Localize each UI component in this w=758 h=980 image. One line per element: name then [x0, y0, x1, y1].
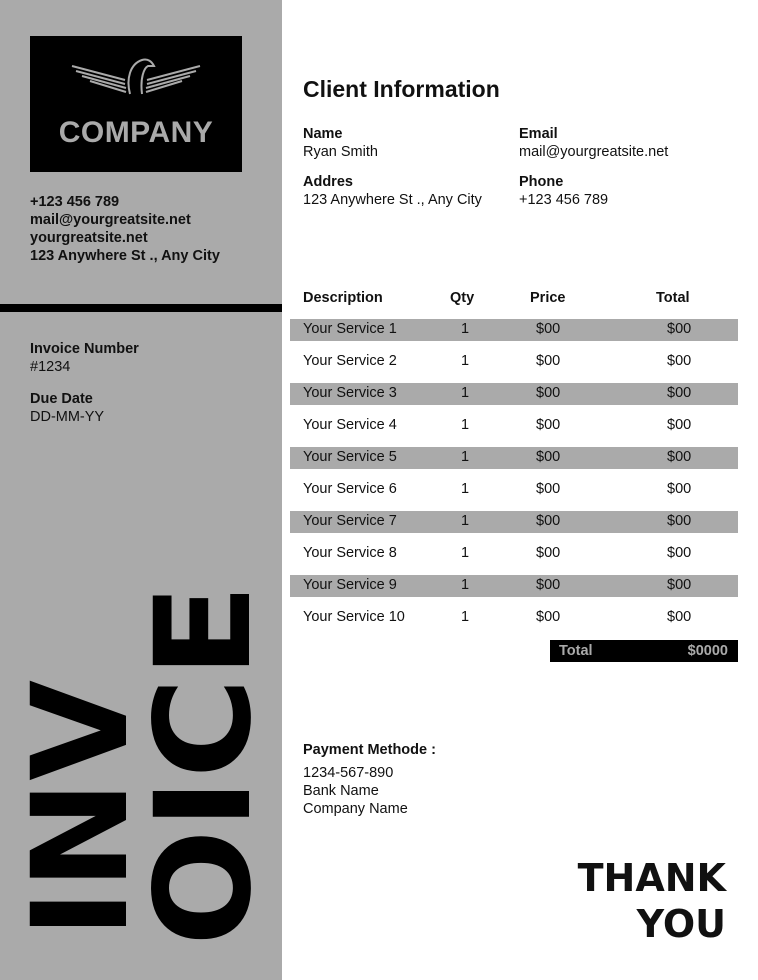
table-row — [290, 479, 738, 501]
invoice-title-line2: OICE — [127, 597, 281, 946]
item-description: Your Service 10 — [303, 609, 405, 625]
value: +123 456 789 — [519, 192, 609, 208]
table-row — [290, 607, 738, 629]
item-price: $00 — [536, 449, 561, 465]
client-address — [303, 173, 482, 209]
item-price: $00 — [536, 545, 561, 561]
item-qty: 1 — [461, 545, 470, 561]
client-phone — [519, 173, 608, 209]
label: Name — [303, 126, 343, 142]
invoice-number: #1234 — [30, 359, 71, 375]
item-price: $00 — [536, 385, 561, 401]
logo-text: COMPANY — [58, 116, 214, 149]
item-qty: 1 — [461, 321, 470, 337]
client-email — [519, 125, 668, 161]
item-description: Your Service 3 — [303, 385, 397, 401]
value: 123 Anywhere St ., Any City — [303, 192, 482, 208]
item-total: $00 — [667, 545, 692, 561]
due-date-label: Due Date — [30, 391, 93, 407]
table-row — [290, 575, 738, 597]
table-row — [290, 511, 738, 533]
item-total: $00 — [667, 481, 692, 497]
table-row — [290, 351, 738, 373]
item-price: $00 — [536, 321, 561, 337]
thanks-line1: THANK — [577, 856, 726, 900]
item-price: $00 — [536, 353, 561, 369]
item-description: Your Service 5 — [303, 449, 397, 465]
payment-company: Company Name — [303, 801, 408, 817]
invoice-number-label: Invoice Number — [30, 341, 139, 357]
company-address: 123 Anywhere St ., Any City — [30, 248, 220, 264]
item-qty: 1 — [461, 385, 470, 401]
item-total: $00 — [667, 513, 692, 529]
thank-you — [578, 855, 726, 947]
company-email: mail@yourgreatsite.net — [30, 212, 191, 228]
due-date: DD-MM-YY — [30, 409, 105, 425]
table-row — [290, 447, 738, 469]
payment-info — [303, 741, 436, 818]
table-row — [290, 543, 738, 565]
item-qty: 1 — [461, 353, 470, 369]
item-qty: 1 — [461, 513, 470, 529]
item-description: Your Service 2 — [303, 353, 397, 369]
item-total: $00 — [667, 353, 692, 369]
company-website: yourgreatsite.net — [30, 230, 148, 246]
col-total: Total — [656, 290, 690, 306]
thanks-line2: YOU — [636, 902, 726, 946]
table-row — [290, 383, 738, 405]
item-description: Your Service 8 — [303, 545, 397, 561]
item-total: $00 — [667, 417, 692, 433]
item-description: Your Service 6 — [303, 481, 397, 497]
item-total: $00 — [667, 577, 692, 593]
company-phone: +123 456 789 — [30, 194, 120, 210]
total-value: $0000 — [687, 643, 728, 659]
label: Email — [519, 126, 558, 142]
item-price: $00 — [536, 577, 561, 593]
payment-account: 1234-567-890 — [303, 765, 394, 781]
item-description: Your Service 9 — [303, 577, 397, 593]
label: Addres — [303, 174, 353, 190]
item-qty: 1 — [461, 577, 470, 593]
label: Phone — [519, 174, 564, 190]
value: Ryan Smith — [303, 144, 378, 160]
item-price: $00 — [536, 513, 561, 529]
col-price: Price — [530, 290, 566, 306]
grand-total — [550, 640, 738, 662]
item-price: $00 — [536, 609, 561, 625]
item-total: $00 — [667, 609, 692, 625]
payment-label: Payment Methode : — [303, 742, 436, 758]
total-label: Total — [559, 643, 593, 659]
item-description: Your Service 1 — [303, 321, 397, 337]
item-total: $00 — [667, 385, 692, 401]
item-description: Your Service 4 — [303, 417, 397, 433]
item-qty: 1 — [461, 449, 470, 465]
payment-bank: Bank Name — [303, 783, 379, 799]
col-qty: Qty — [450, 290, 475, 306]
item-price: $00 — [536, 417, 561, 433]
table-row — [290, 319, 738, 341]
item-total: $00 — [667, 321, 692, 337]
item-qty: 1 — [461, 609, 470, 625]
client-info-heading: Client Information — [303, 76, 500, 102]
value: mail@yourgreatsite.net — [519, 144, 669, 160]
table-row — [290, 415, 738, 437]
item-total: $00 — [667, 449, 692, 465]
item-qty: 1 — [461, 481, 470, 497]
col-description: Description — [303, 290, 383, 306]
item-description: Your Service 7 — [303, 513, 397, 529]
item-qty: 1 — [461, 417, 470, 433]
invoice-title — [0, 0, 282, 980]
item-price: $00 — [536, 481, 561, 497]
invoice-title-line1: INV — [4, 676, 158, 938]
client-name — [303, 125, 378, 161]
